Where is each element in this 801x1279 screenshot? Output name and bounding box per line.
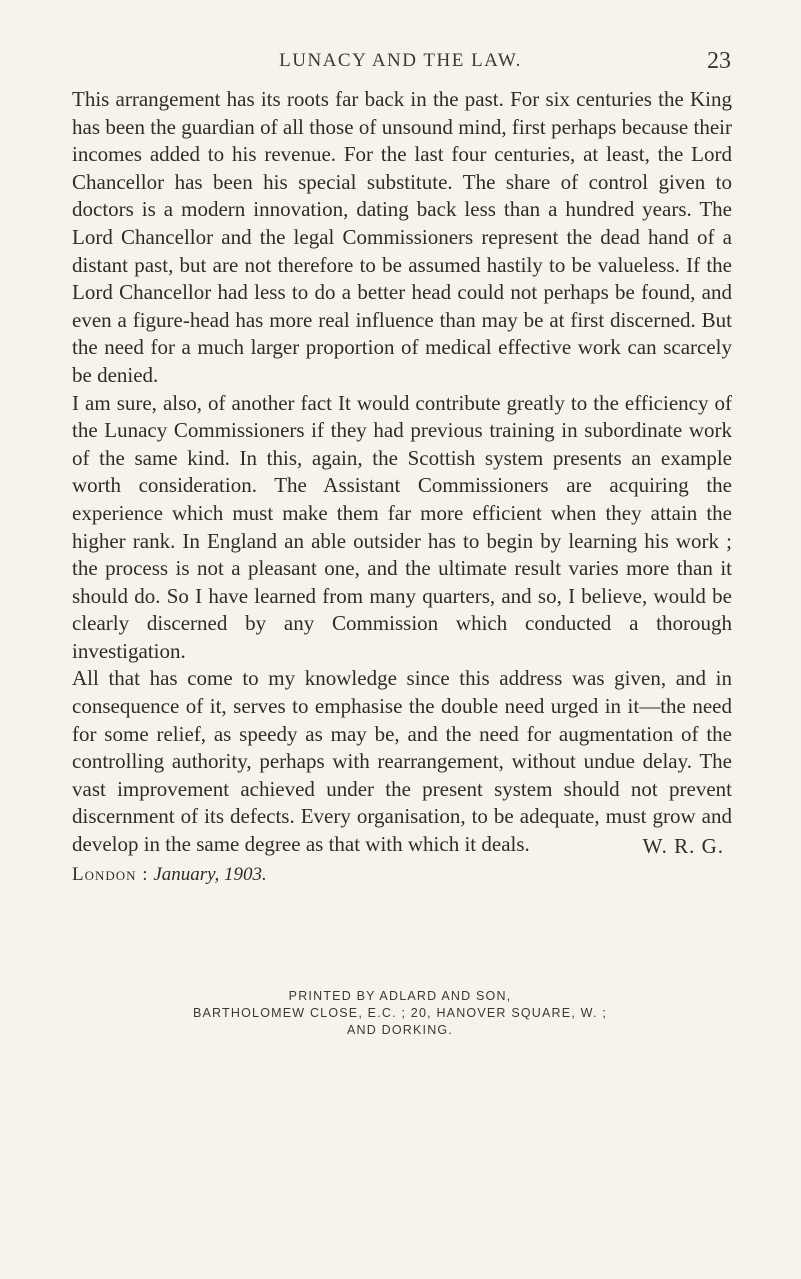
page-number: 23 [707, 48, 731, 74]
printer-imprint [100, 988, 700, 1039]
dateline-place: London : [72, 864, 149, 885]
paragraph-1: This arrangement has its roots far back in the past. For six centuries the King has been the guardian of all those of unsound mind, first perhaps because their incomes added to his revenue. For the last four centuries, at least, the Lord Chancellor has been his special substitute. The share of control given to doctors is a modern innovation, dating back less than a hundred years. The Lord Chancellor and the legal Commissioners represent the dead hand of a distant past, but are not therefore to be assumed hastily to be valueless. If the Lord Chancellor had less to do a better head could not perhaps be found, and even a figure-head has more real influence than may be at first discerned. But the need for a much larger proportion of medical effective work can scarcely be denied. [72, 87, 732, 387]
imprint-line-3: AND DORKING. [346, 1023, 454, 1037]
body-text [72, 86, 732, 859]
author-initials: W. R. G. [642, 834, 724, 858]
dateline-date: January, 1903. [153, 864, 267, 885]
running-title: LUNACY AND THE LAW. [279, 50, 522, 71]
dateline [72, 864, 267, 886]
paragraph-2: I am sure, also, of another fact It would contribute greatly to the efficiency of the Lunacy Commissioners if they had previous training in subordinate work of the same kind. In this, again, the Scottish system presents an example worth consideration. The Assistant Commissioners are acquiring the experience which must make them far more efficient when they attain the higher rank. In England an able outsider has to begin by learning his work ; the process is not a pleasant one, and the ultimate result varies more than it should do. So I have learned from many quarters, and so, I believe, would be clearly discerned by any Commission which conducted a thorough investigation. [72, 390, 732, 663]
signature-block [72, 834, 732, 894]
running-head [68, 50, 733, 80]
imprint-line-1: PRINTED BY ADLARD AND SON, [288, 989, 512, 1003]
paragraph-3: All that has come to my knowledge since this address was given, and in consequence of it, serves to emphasise the double need urged in it—the need for some relief, as speedy as may be, and the need for augmentation of the controlling authority, perhaps with rearrangement, without undue delay. The vast improvement achieved under the present system should not prevent discernment of its defects. Every organisation, to be adequate, must grow and develop in the same degree as that with which it deals. [72, 666, 732, 857]
imprint-line-2: BARTHOLOMEW CLOSE, E.C. ; 20, HANOVER SQUARE, W. ; [192, 1006, 607, 1020]
